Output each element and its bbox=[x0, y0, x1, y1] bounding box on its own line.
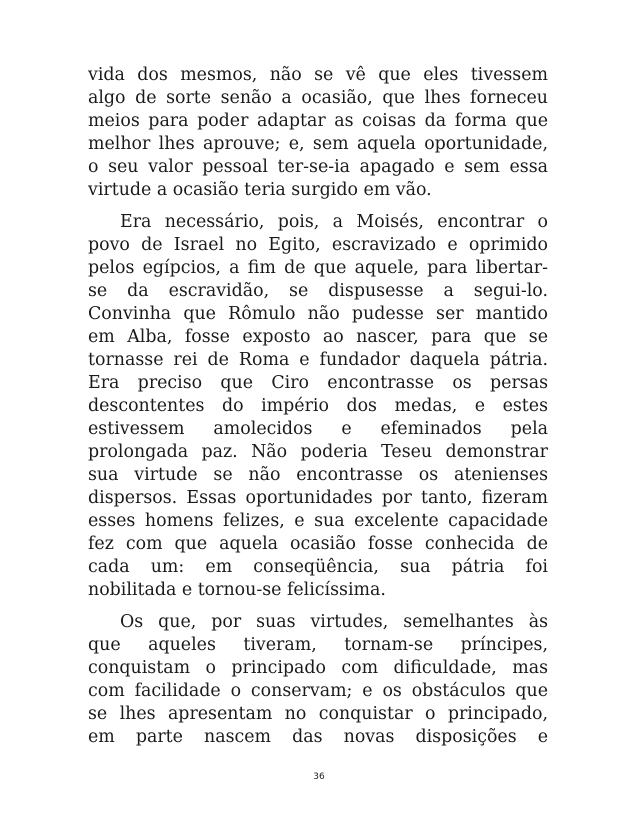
text-line: nobilitada e tornou-se felicíssima. bbox=[88, 580, 386, 600]
text-line: sua virtude se não encontrasse os atenienses bbox=[88, 465, 548, 485]
page-number: 36 bbox=[313, 772, 325, 782]
text-line: o seu valor pessoal ter-se-ia apagado e sem essa bbox=[88, 157, 548, 177]
text-line: Os que, por suas virtudes, semelhantes às bbox=[120, 612, 548, 632]
text-line: algo de sorte senão a ocasião, que lhes forneceu bbox=[88, 88, 548, 108]
text-line: conquistam o principado com dificuldade, mas bbox=[88, 658, 548, 678]
text-line: que aqueles tiveram, tornam-se príncipes, bbox=[88, 635, 548, 655]
text-line: cada um: em conseqüência, sua pátria foi bbox=[88, 557, 548, 577]
text-line: povo de Israel no Egito, escravizado e oprimido bbox=[88, 235, 548, 255]
paragraph-2 bbox=[88, 211, 548, 602]
text-line: descontentes do império dos medas, e estes bbox=[88, 396, 548, 416]
body-text bbox=[88, 64, 548, 758]
text-line: estivessem amolecidos e efeminados pela bbox=[88, 419, 548, 439]
text-line: Era necessário, pois, a Moisés, encontrar o bbox=[120, 212, 548, 232]
text-line: em Alba, fosse exposto ao nascer, para que se bbox=[88, 327, 548, 347]
text-line: se da escravidão, se dispusesse a segui-lo. bbox=[88, 281, 548, 301]
text-line: tornasse rei de Roma e fundador daquela pátria. bbox=[88, 350, 548, 370]
text-line: com facilidade o conservam; e os obstáculos que bbox=[88, 681, 548, 701]
paragraph-3 bbox=[88, 611, 548, 749]
text-line: dispersos. Essas oportunidades por tanto, fizeram bbox=[88, 488, 548, 508]
text-line: meios para poder adaptar as coisas da forma que bbox=[88, 111, 548, 131]
text-line: vida dos mesmos, não se vê que eles tivessem bbox=[88, 65, 548, 85]
text-line: esses homens felizes, e sua excelente capacidade bbox=[88, 511, 548, 531]
text-line: pelos egípcios, a fim de que aquele, para libertar- bbox=[88, 258, 548, 278]
text-line: Era preciso que Ciro encontrasse os persas bbox=[88, 373, 548, 393]
text-line: em parte nascem das novas disposições e bbox=[88, 727, 548, 747]
paragraph-1 bbox=[88, 64, 548, 202]
text-line: se lhes apresentam no conquistar o principado, bbox=[88, 704, 548, 724]
text-line: prolongada paz. Não poderia Teseu demonstrar bbox=[88, 442, 548, 462]
text-line: Convinha que Rômulo não pudesse ser mantido bbox=[88, 304, 548, 324]
text-line: fez com que aquela ocasião fosse conhecida de bbox=[88, 534, 548, 554]
text-line: melhor lhes aprouve; e, sem aquela oportunidade, bbox=[88, 134, 548, 154]
text-line: virtude a ocasião teria surgido em vão. bbox=[88, 180, 432, 200]
